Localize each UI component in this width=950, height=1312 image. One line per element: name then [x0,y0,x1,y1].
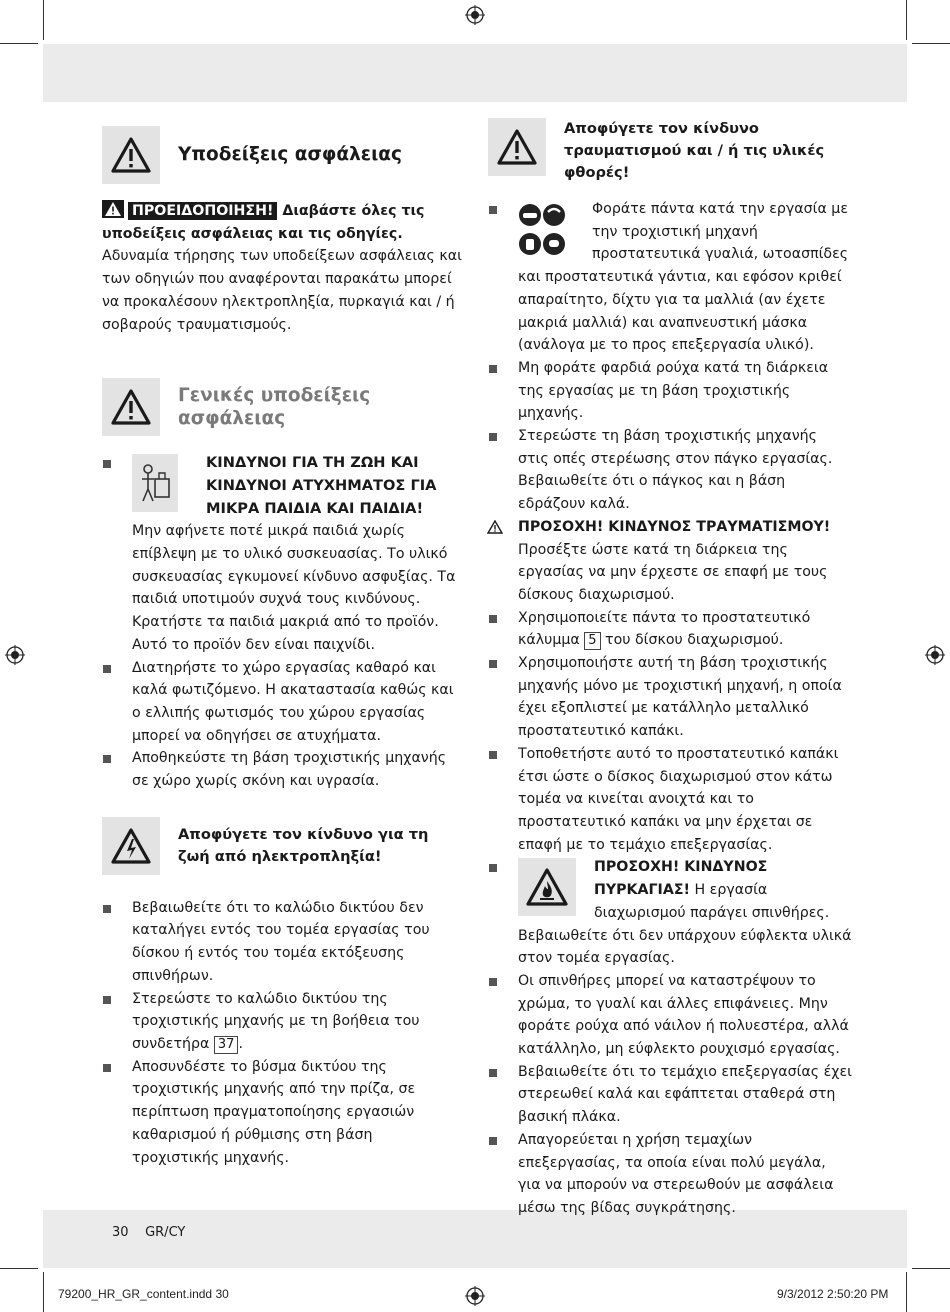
list-item-text: Τοποθετήστε αυτό το προστατευτικό καπάκι έτσι ώστε ο δίσκος διαχωρισμού στον κάτω τομέα να κινείται ανοιχτά και το προστατευτικό καπάκι να μην έρχεται σε επαφή με το τεμάχιο επεξεργασίας. [518,745,839,853]
right-column [488,110,852,1220]
list-item [488,1129,852,1220]
warning-paragraph [102,200,462,336]
section-title [178,384,370,430]
bullet-icon [103,665,111,673]
bullet-icon [489,365,497,373]
list-item [488,970,852,1061]
language-code: GR/CY [145,1225,186,1240]
warning-icon [102,200,124,218]
list-item [488,607,852,652]
bullet-icon [103,755,111,763]
electric-title: Αποφύγετε τον κίνδυνο για τη ζωή από ηλεκτροπληξία! [178,825,429,865]
list-item [488,516,852,607]
list-item [488,1061,852,1129]
page-footer [112,1225,185,1240]
bullet-icon [103,996,111,1004]
bullet-icon [489,1137,497,1145]
list-item [488,425,852,516]
list-item [102,897,462,988]
crop-mark [0,43,38,44]
list-item-text: Διατηρήστε το χώρο εργασίας καθαρό και καλά φωτιζόμενο. Η ακαταστασία καθώς και ο ελλιπής φωτισμός του χώρου εργασίας μπορεί να οδηγήσει σε ατυχήματα. [132,659,454,744]
safety-heading [102,126,462,184]
bullet-icon [489,751,497,759]
bullet-icon [489,660,497,668]
section-title-line: ασφάλειας [178,408,286,430]
left-column [102,110,462,1169]
fire-hazard-icon [518,858,576,916]
electric-hazard-icon [102,817,160,875]
bullet-icon [489,1069,497,1077]
slug-filename: 79200_HR_GR_content.indd 30 [58,1287,229,1301]
caution-text: Προσέξτε ώστε κατά τη διάρκεια της εργασίας να μην έρχεστε σε επαφή με τους δίσκους διαχωρισμού. [518,541,828,603]
fire-text: Η εργασία διαχωρισμού παράγει σπινθήρες. Βεβαιωθείτε ότι δεν υπάρχουν εύφλεκτα υλικά στον τομέα εργασίας. [518,882,852,967]
header-band [43,44,907,102]
crop-mark [43,0,44,40]
guard-text: Χρησιμοποιείτε πάντα το προστατευτικό κάλυμμα [518,609,811,649]
list-item [102,1056,462,1170]
bullet-icon [489,864,497,872]
warning-icon [102,378,160,436]
part-number: 37 [214,1036,239,1054]
list-item [102,657,462,748]
list-item [102,452,462,656]
list-item-text [518,516,852,607]
list-item [488,856,852,970]
bullet-icon [489,615,497,623]
list-item-text [518,607,852,652]
bullet-icon [489,433,497,441]
warning-icon [487,520,503,534]
list-item-text: Στερεώστε το καλώδιο δικτύου της τροχιστικής μηχανής με τη βοήθεια του συνδετήρα 37 . [132,990,420,1052]
fire-bold: ΠΡΟΣΟΧΗ! ΚΙΝΔΥΝΟΣ ΠΥΡΚΑΓΙΑΣ! [594,859,768,899]
crop-mark [906,1272,907,1312]
list-item-text: Αποθηκεύστε τη βάση τροχιστικής μηχανής σε χώρο χωρίς σκόνη και υγρασία. [132,750,447,790]
clamp-text: Στερεώστε το καλώδιο δικτύου της τροχιστικής μηχανής με τη βοήθεια του συνδετήρα [132,990,420,1052]
registration-mark-icon [925,645,945,665]
injury-heading [488,118,852,184]
child-safety-icon [132,454,178,512]
crop-mark [912,43,950,44]
bullet-icon [489,978,497,986]
electric-heading [102,817,462,875]
bullet-icon [103,905,111,913]
bullet-icon [489,206,497,214]
list-item-text: Βεβαιωθείτε ότι το καλώδιο δικτύου δεν καταλήγει εντός του τομέα εργασίας του δίσκου ή εντός του τομέα εκτόξευσης σπινθήρων. [132,899,430,984]
registration-mark-icon [5,645,25,665]
page-title: Υποδείξεις ασφάλειας [178,143,402,165]
list-item-text: Στερεώστε τη βάση τροχιστικής μηχανής στις οπές στερέωσης στον πάγκο εργασίας. Βεβαιωθείτε ότι ο πάγκος και η βάση εδράζουν καλά. [518,428,833,513]
children-text: Μην αφήνετε ποτέ μικρά παιδιά χωρίς επίβλεψη με το υλικό συσκευασίας. Το υλικό συσκευασίας εγκυμονεί κίνδυνο ασφυξίας. Τα παιδιά υποτιμούν συχνά τους κινδύνους. Κρατήστε τα παιδιά μακριά από το προϊόν. Αυτό το προϊόν δεν είναι παιχνίδι. [132,523,456,653]
list-item [488,357,852,425]
page-number: 30 [112,1225,129,1240]
registration-mark-icon [465,5,485,25]
section-title-line: Γενικές υποδείξεις [178,385,371,407]
list-item-text: Απαγορεύεται η χρήση τεμαχίων επεξεργασίας, τα οποία είναι πολύ μεγάλα, για να μπορούν να στερεωθούν με ασφάλεια μέσω της βίδας συγκράτησης. [518,1131,834,1216]
list-item-text: Μη φοράτε φαρδιά ρούχα κατά τη διάρκεια της εργασίας με τη βάση τροχιστικής μηχανής. [518,359,829,422]
warning-bold-text: Διαβάστε όλες τις υποδείξεις ασφάλειας και τις οδηγίες. [102,203,425,242]
ppe-text: Φοράτε πάντα κατά την εργασία με την τροχιστική μηχανή προστατευτικά γυαλιά, ωτοασπίδες και προστατευτικά γάντια, και εφόσον κριθεί απαραίτητο, δίχτυ για τα μαλλιά (αν έχετε μακριά μαλλιά) και αναπνευστική μάσκα (ανάλογα με το προς επεξεργασία υλικό). [518,201,849,354]
guard-text-end: του δίσκου διαχωρισμού. [600,632,784,649]
list-item-text: Οι σπινθήρες μπορεί να καταστρέψουν το χρώμα, το γυαλί και άλλες επιφάνειες. Μην φοράτε ρούχα από νάιλον ή πολυεστέρα, αλλά κατάλληλο, μη εύφλεκτο ρουχισμό εργασίας. [518,972,849,1058]
crop-mark [906,0,907,40]
children-hazard-heading: ΚΙΝΔΥΝΟΙ ΓΙΑ ΤΗ ΖΩΗ ΚΑΙ ΚΙΝΔΥΝΟΙ ΑΤΥΧΗΜΑΤΟΣ ΓΙΑ ΜΙΚΡΑ ΠΑΙΔΙΑ ΚΑΙ ΠΑΙΔΙΑ! [206,454,437,517]
slug-timestamp: 9/3/2012 2:50:20 PM [777,1287,889,1301]
list-item [488,198,852,357]
list-item-text: Βεβαιωθείτε ότι το τεμάχιο επεξεργασίας έχει στερεωθεί καλά και εφάπτεται σταθερά στη βασική πλάκα. [518,1063,852,1126]
list-item-text: Χρησιμοποιήστε αυτή τη βάση τροχιστικής μηχανής μόνο με τροχιστική μηχανή, η οποία έχει εξοπλιστεί με κατάλληλο μεταλλικό προστατευτικό καπάκι. [518,655,842,740]
list-item [488,652,852,743]
list-item-text: Αποσυνδέστε το βύσμα δικτύου της τροχιστικής μηχανής από την πρίζα, σε περίπτωση πραγματοποίησης εργασιών καθαρισμού ή ρύθμισης στη βάση τροχιστικής μηχανής. [132,1058,416,1166]
warning-tag: ΠΡΟΕΙΔΟΠΟΙΗΣΗ! [128,202,277,220]
warning-icon [102,126,160,184]
warning-text: Αδυναμία τήρησης των υποδείξεων ασφάλειας και των οδηγιών που αναφέρονται παρακάτω μπορεί να προκαλέσουν ηλεκτροπληξία, πυρκαγιά και / ή σοβαρούς τραυματισμούς. [102,248,462,333]
bullet-icon [103,460,111,468]
list-item [102,988,462,1056]
injury-title: Αποφύγετε τον κίνδυνο τραυματισμού και / ή τις υλικές φθορές! [564,120,825,181]
ppe-icons [518,200,566,260]
registration-mark-icon [465,1286,485,1306]
bullet-icon [103,1064,111,1072]
crop-mark [43,1272,44,1312]
crop-mark [0,1268,38,1269]
list-item [488,743,852,857]
list-item [102,747,462,792]
general-heading [102,378,462,436]
crop-mark [912,1268,950,1269]
warning-icon [488,118,546,176]
part-number: 5 [584,632,600,650]
caution-bold: ΠΡΟΣΟΧΗ! ΚΙΝΔΥΝΟΣ ΤΡΑΥΜΑΤΙΣΜΟΥ! [518,518,831,535]
